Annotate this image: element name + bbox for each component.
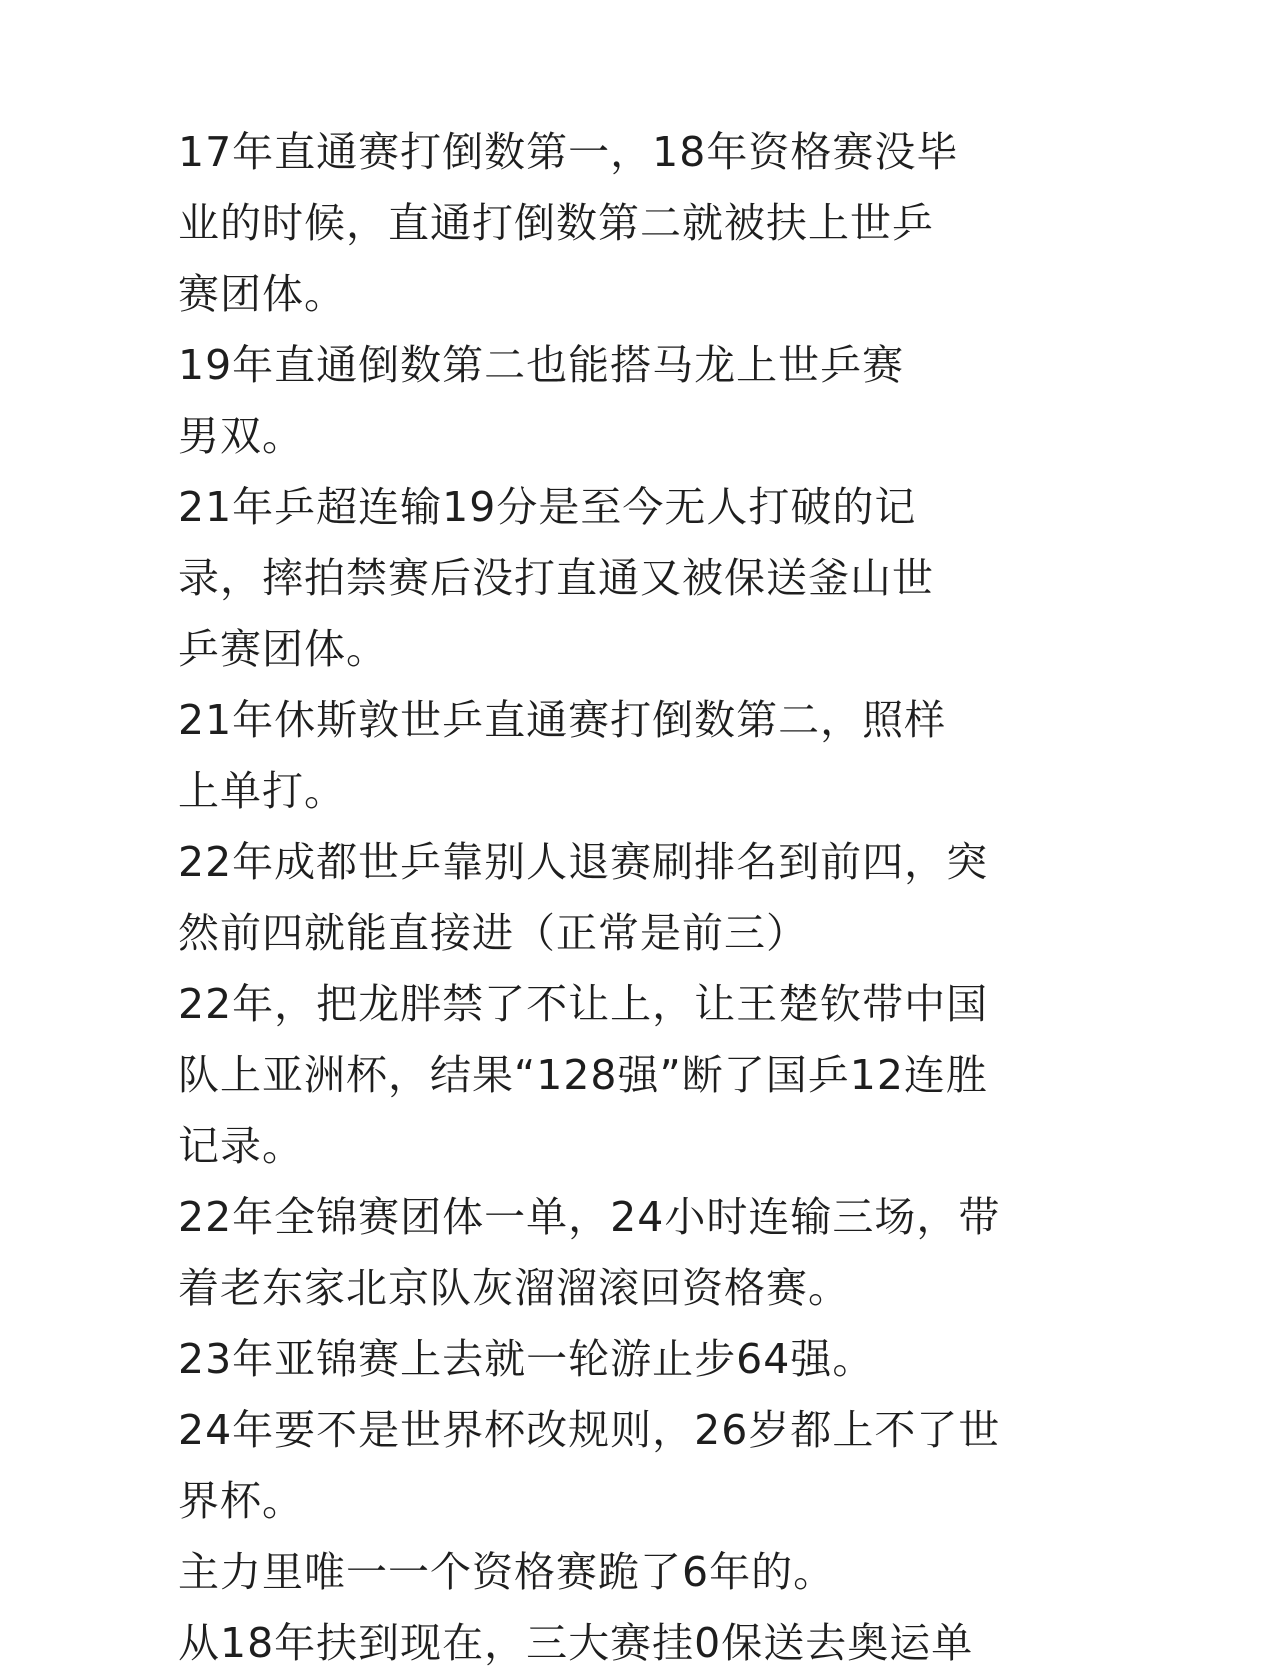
text-line: 21年乒超连输19分是至今无人打破的记 (178, 483, 917, 531)
text-line: 21年休斯敦世乒直通赛打倒数第二，照样 (178, 696, 947, 744)
text-line: 主力里唯一一个资格赛跪了6年的。 (178, 1548, 836, 1596)
text-line: 然前四就能直接进（正常是前三） (178, 909, 808, 957)
text-line: 22年全锦赛团体一单，24小时连输三场，带 (178, 1193, 1001, 1241)
text-line: 从18年扶到现在，三大赛挂0保送去奥运单 (178, 1619, 974, 1667)
text-line: 22年成都世乒靠别人退赛刷排名到前四，突 (178, 838, 989, 886)
text-line: 着老东家北京队灰溜溜滚回资格赛。 (178, 1264, 850, 1312)
text-line: 录，摔拍禁赛后没打直通又被保送釜山世 (178, 554, 934, 602)
text-line: 乒赛团体。 (178, 625, 388, 673)
text-line: 22年，把龙胖禁了不让上，让王楚钦带中国 (178, 980, 989, 1028)
text-line: 记录。 (178, 1122, 304, 1170)
text-line: 男双。 (178, 412, 304, 460)
text-line: 赛团体。 (178, 270, 346, 318)
text-line: 上单打。 (178, 767, 346, 815)
text-line: 界杯。 (178, 1477, 304, 1525)
text-line: 队上亚洲杯，结果“128强”断了国乒12连胜 (178, 1051, 988, 1099)
text-line: 24年要不是世界杯改规则，26岁都上不了世 (178, 1406, 1001, 1454)
text-line: 业的时候，直通打倒数第二就被扶上世乒 (178, 199, 934, 247)
text-line: 23年亚锦赛上去就一轮游止步64强。 (178, 1335, 875, 1383)
document-body (178, 117, 1118, 1679)
text-line: 17年直通赛打倒数第一，18年资格赛没毕 (178, 128, 959, 176)
text-line: 19年直通倒数第二也能搭马龙上世乒赛 (178, 341, 905, 389)
